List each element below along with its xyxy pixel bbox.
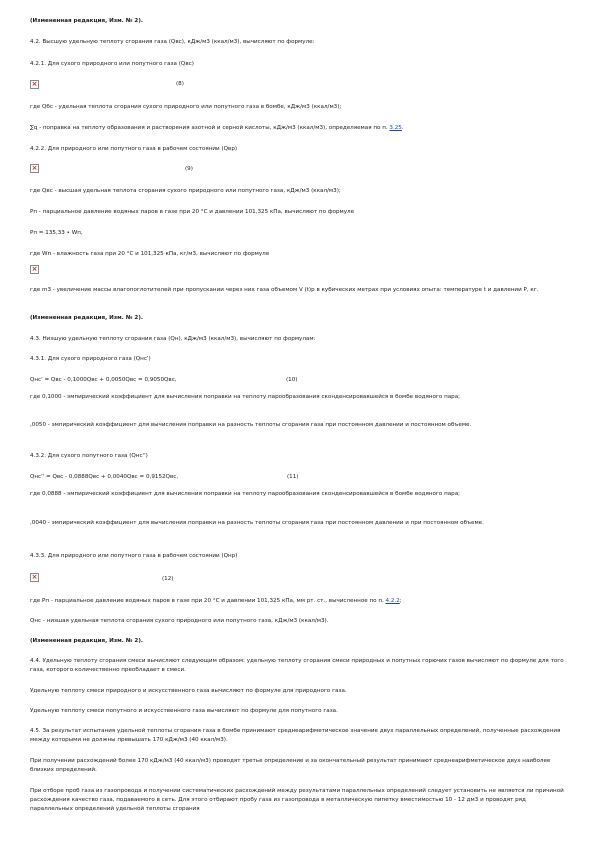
definition-coef-0-1000: где 0,1000 - эмпирический коэффициент для вычисления поправки на теплоту парообразования сконденсировавшейся в бомбе водяного пара; — [30, 394, 461, 400]
definition-qns: Qнс - низшая удельная теплота сгорания сухого природного или попутного газа, кДж/м3 (ккал/м3). — [30, 618, 329, 624]
definition-pp-2-end: ; — [399, 598, 402, 604]
mixture-natural-artificial: Удельную теплоту смеси природного и искусственного газа вычисляют по формуле для природного газа. — [30, 688, 347, 694]
definition-wp: где Wп - влажность газа при 20 °С и 101,325 кПа, кг/м3, вычисляют по формуле — [30, 251, 270, 257]
definition-coef-0040: ,0040 - эмпирический коэффициент для вычисления поправки на разность теплоты сгорания газа при постоянном давлении и при постоянном объеме. — [30, 520, 484, 526]
sampling-paragraph: При отборе проб газа из газопровода и получении систематических расхождений между результатами параллельных определений следует установить не является ли причиной расхождения качество газа, подаваемого в сеть. Для этого отбирают пробу газа из газопровода в металлическую пипетку вместимостью 10 - 12 дм3 и проводят ряд параллельных определений удельной теплоты сгорания — [30, 788, 564, 812]
formula-8-broken-image-icon: × — [31, 80, 38, 88]
formula-11: Qнс'' = Qвс - 0,0888Qвс + 0,0040Qвс = 0,9152Qвс, — [30, 474, 179, 480]
formula-10-number: (10) — [286, 377, 298, 383]
definition-coef-0-0888: где 0,0888 - эмпирический коэффициент для вычисления поправки на теплоту парообразования сконденсировавшейся в бомбе водяного пара; — [30, 491, 461, 497]
definition-sum-q — [30, 124, 570, 133]
definition-qvs: где Qвс - высшая удельная теплота сгорания сухого природного или попутного газа, кДж/м3 (ккал/м3); — [30, 188, 341, 194]
section-4-3-heading: 4.3. Низшую удельную теплоту сгорания газа (Qн), кДж/м3 (ккал/м3), вычисляют по формулам: — [30, 336, 316, 342]
section-4-3-2-heading: 4.3.2. Для сухого попутного газа (Qнс'') — [30, 453, 148, 459]
formula-wp-broken-image-icon: × — [31, 265, 38, 273]
definition-m3: где m3 - увеличение массы влагопоглотителей при пропускании через них газа объемом V (t)р в кубических метрах при условиях опыта: температуре t и давлении P, кг. — [30, 287, 539, 293]
section-4-5-paragraph: 4.5. За результат испытания удельной теплоты сгорания газа в бомбе принимают среднеарифметическое значение двух параллельных определений, полученные расхождения между которыми не должны превышать 170 кДж/м3 (40 ккал/м3). — [30, 728, 561, 743]
formula-11-number: (11) — [287, 474, 299, 480]
section-4-2-1-heading: 4.2.1. Для сухого природного или попутного газа (Qвс) — [30, 61, 194, 67]
definition-sum-q-text: ∑q - поправка на теплоту образования и растворения азотной и серной кислоты, кДж/м3 (ккал/м3), определяемая по п. — [30, 125, 390, 131]
formula-8-number: (8) — [176, 81, 184, 87]
definition-pp-2-text: где Pп - парциальное давление водяных паров в газе при 20 °С и давлении 101,325 кПа, мм рт. ст., вычисленное по п. — [30, 598, 386, 604]
definition-qbs: где Qбс - удельная теплота сгорания сухого природного или попутного газа в бомбе, кДж/м3 (ккал/м3); — [30, 104, 342, 110]
definition-coef-0050: ,0050 - эмпирический коэффициент для вычисления поправки на разность теплоты сгорания газа при постоянном давлении и постоянном объеме. — [30, 422, 472, 428]
amendment-note-2: (Измененная редакция, Изм. № 2). — [30, 315, 144, 321]
formula-9-broken-image-icon: × — [31, 164, 38, 172]
section-4-2-2-heading: 4.2.2. Для природного или попутного газа в рабочем состоянии (Qвр) — [30, 146, 238, 152]
formula-9-number: (9) — [185, 166, 193, 172]
amendment-note: (Измененная редакция, Изм. № 2). — [30, 18, 144, 24]
formula-12-broken-image-icon: × — [31, 573, 38, 581]
mixture-associated-artificial: Удельную теплоту смеси попутного и искусственного газа вычисляют по формуле для попутного газа. — [30, 708, 338, 714]
third-determination-paragraph: При получении расхождений более 170 кДж/м3 (40 ккал/м3) проводят третье определение и за окончательный результат принимают среднеарифметическое двух наиболее близких определений. — [30, 758, 551, 773]
formula-10: Qнс' = Qвс - 0,1000Qвс + 0,0050Qвс = 0,9050Qвс, — [30, 377, 177, 383]
section-4-3-3-heading: 4.3.3. Для природного или попутного газа в рабочем состоянии (Qнр) — [30, 553, 238, 559]
link-4-2-2[interactable]: 4.2.2 — [385, 598, 400, 604]
definition-pp: Pп - парциальное давление водяных паров в газе при 20 °С и давлении 101,325 кПа, вычисляют по формуле — [30, 209, 355, 215]
section-4-3-1-heading: 4.3.1. Для сухого природного газа (Qнс') — [30, 356, 151, 362]
section-4-2-heading: 4.2. Высшую удельную теплоту сгорания газа (Qвс), кДж/м3 (ккал/м3), вычисляют по формуле: — [30, 39, 315, 45]
definition-sum-q-end: . — [401, 125, 404, 131]
formula-12-number: (12) — [162, 576, 174, 582]
amendment-note-3: (Измененная редакция, Изм. № 2). — [30, 638, 144, 644]
formula-pp: Pп = 135,33 • Wп, — [30, 230, 83, 236]
section-4-4-paragraph: 4.4. Удельную теплоту сгорания смеси вычисляют следующим образом: удельную теплоту сгорания смеси природных и попутных горючих газов вычисляют по формуле для того газа, которого количественно преобладает в смеси. — [30, 658, 564, 673]
link-3-25[interactable]: 3.25 — [389, 125, 402, 131]
definition-pp-2 — [30, 597, 570, 606]
